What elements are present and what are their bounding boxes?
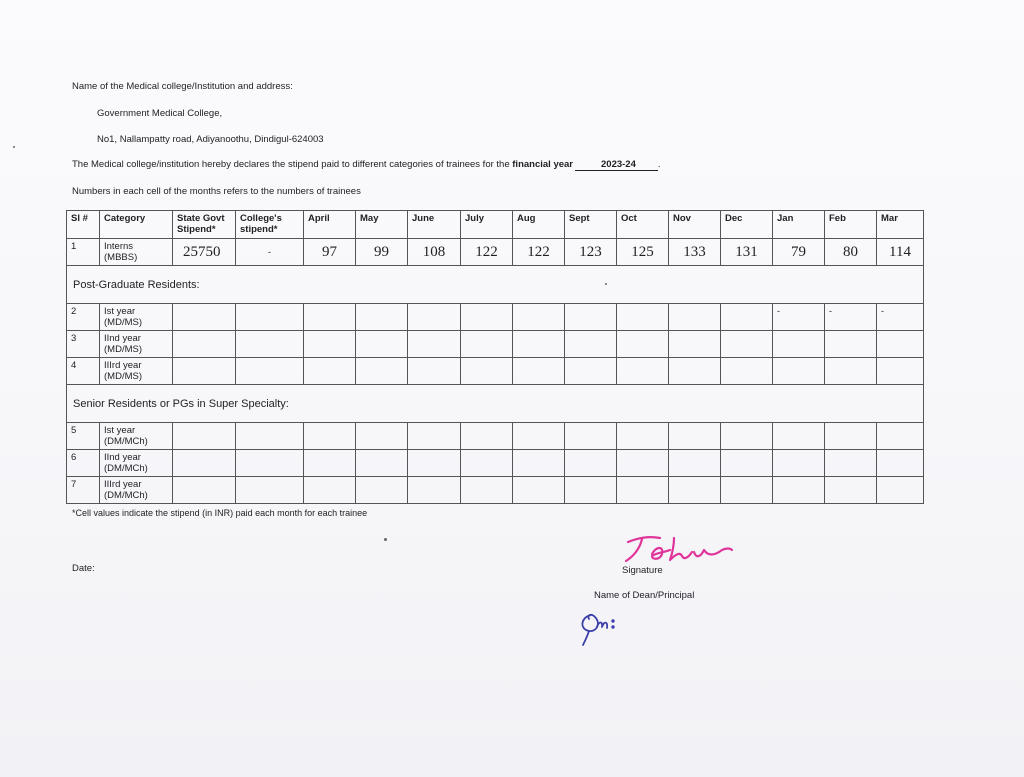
declaration-text: The Medical college/institution hereby declares the stipend paid to different categories of trainees for the [72,159,510,170]
institution-name: Government Medical College, [97,108,223,119]
table-row [67,423,924,450]
institution-address: No1, Nallampatty road, Adiyanoothu, Dindigul-624003 [97,134,324,145]
footnote: *Cell values indicate the stipend (in INR) paid each month for each trainee [72,508,368,518]
header-category: Category [100,211,173,239]
dean-label: Name of Dean/Principal [594,590,695,601]
cell-sl: 4 [67,358,100,385]
section-row-pg [67,266,924,304]
header-month: July [461,211,513,239]
cell-month-value: 79 [773,239,825,266]
section-title-pg: Post-Graduate Residents: [67,266,924,304]
institution-label: Name of the Medical college/Institution and address: [72,81,293,92]
declaration-line: The Medical college/institution hereby declares the stipend paid to different categories of trainees for the financial year 2023-24 . [72,159,661,170]
header-month: Dec [721,211,773,239]
section-row-sr [67,385,924,423]
ink-speck [605,283,607,285]
cell-month-value: 114 [877,239,924,266]
cell-category: Ist year (DM/MCh) [100,423,173,450]
cell-month-value: 97 [304,239,356,266]
cell-state-govt: 25750 [173,239,236,266]
header-month: Sept [565,211,617,239]
cell-sl: 6 [67,450,100,477]
cell-month-value: 123 [565,239,617,266]
header-sl: Sl # [67,211,100,239]
cell-category: IIIrd year (DM/MCh) [100,477,173,504]
section-title-sr: Senior Residents or PGs in Super Specialty: [67,385,924,423]
header-month: Jan [773,211,825,239]
cell-sl: 7 [67,477,100,504]
ink-speck [384,538,387,541]
cell-category: IIIrd year (MD/MS) [100,358,173,385]
table-row [67,450,924,477]
table-row [67,358,924,385]
cell-month-value: 122 [513,239,565,266]
cell-category: IInd year (DM/MCh) [100,450,173,477]
date-label: Date: [72,563,95,574]
cell-month-value: 131 [721,239,773,266]
financial-year-value: 2023-24 [575,159,658,171]
financial-year-label: financial year [512,159,573,170]
header-month: Mar [877,211,924,239]
cell-sl: 3 [67,331,100,358]
cell-tick: - [877,304,924,331]
numbers-note: Numbers in each cell of the months refers to the numbers of trainees [72,186,361,197]
cell-month-value: 108 [408,239,461,266]
table-header-row [67,211,924,239]
header-college: College's stipend* [236,211,304,239]
cell-month-value: 125 [617,239,669,266]
cell-category: IInd year (MD/MS) [100,331,173,358]
header-month: Feb [825,211,877,239]
cell-sl: 5 [67,423,100,450]
cell-month-value: 133 [669,239,721,266]
ink-speck [13,146,15,148]
header-state-govt: State Govt Stipend* [173,211,236,239]
header-month: Oct [617,211,669,239]
cell-category: Interns (MBBS) [100,239,173,266]
cell-sl: 1 [67,239,100,266]
cell-college: - [236,239,304,266]
header-month: Nov [669,211,721,239]
cell-tick: - [773,304,825,331]
signature-image [622,530,737,568]
cell-sl: 2 [67,304,100,331]
stipend-table [66,210,924,504]
table-row [67,477,924,504]
cell-month-value: 99 [356,239,408,266]
cell-category: Ist year (MD/MS) [100,304,173,331]
cell-month-value: 122 [461,239,513,266]
header-month: May [356,211,408,239]
initials-signature-image [575,605,625,647]
header-month: Aug [513,211,565,239]
table-row [67,304,924,331]
signature-label: Signature [622,565,663,576]
cell-month-value: 80 [825,239,877,266]
table-row-interns [67,239,924,266]
table-row [67,331,924,358]
header-month: June [408,211,461,239]
header-month: April [304,211,356,239]
cell-tick: - [825,304,877,331]
